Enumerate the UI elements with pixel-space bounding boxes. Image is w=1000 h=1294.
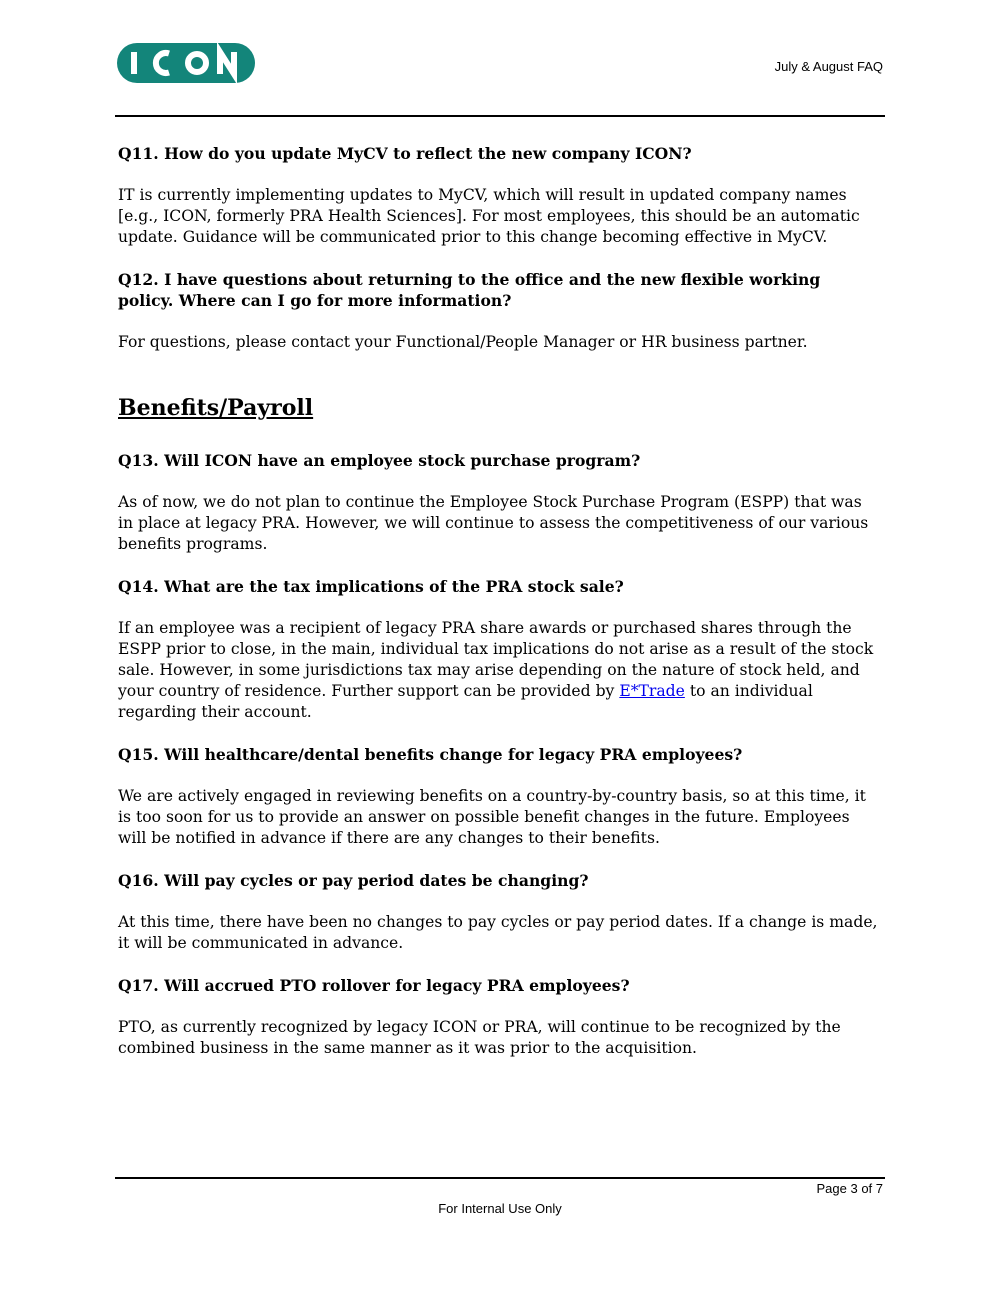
faq-question: Q13. Will ICON have an employee stock purchase program? xyxy=(118,451,641,470)
footer-note: For Internal Use Only xyxy=(438,1201,562,1216)
etrade-link[interactable]: E*Trade xyxy=(619,682,685,700)
answer-text: to an individual regarding their account. xyxy=(118,682,813,721)
icon-logo xyxy=(117,43,255,83)
faq-question: Q12. I have questions about returning to the office and the new flexible working policy. Where can I go for more information? xyxy=(118,270,821,310)
faq-answer: At this time, there have been no changes to pay cycles or pay period dates. If a change is made, it will be communicated in advance. xyxy=(118,913,878,952)
faq-answer: PTO, as currently recognized by legacy ICON or PRA, will continue to be recognized by the combined business in the same manner as it was prior to the acquisition. xyxy=(118,1018,841,1057)
header-divider xyxy=(115,115,885,117)
faq-answer xyxy=(118,618,878,723)
faq-question: Q11. How do you update MyCV to reflect the new company ICON? xyxy=(118,144,692,163)
header-title: July & August FAQ xyxy=(774,59,883,74)
footer-divider xyxy=(115,1177,885,1179)
answer-text: If an employee was a recipient of legacy PRA share awards or purchased shares through the ESPP prior to close, in the main, individual tax implications do not arise as a result of the stock sale. However, in some jurisdictions tax may arise depending on the nature of stock held, and your country of residence. Further support can be provided by xyxy=(118,619,874,700)
faq-question: Q14. What are the tax implications of the PRA stock sale? xyxy=(118,577,624,596)
section-heading: Benefits/Payroll xyxy=(118,395,314,421)
faq-content xyxy=(118,143,878,1080)
faq-question: Q16. Will pay cycles or pay period dates be changing? xyxy=(118,871,589,890)
faq-question: Q17. Will accrued PTO rollover for legacy PRA employees? xyxy=(118,976,630,995)
faq-answer: For questions, please contact your Functional/People Manager or HR business partner. xyxy=(118,333,808,351)
faq-question: Q15. Will healthcare/dental benefits change for legacy PRA employees? xyxy=(118,745,743,764)
faq-answer: As of now, we do not plan to continue the Employee Stock Purchase Program (ESPP) that was in place at legacy PRA. However, we will continue to assess the competitiveness of our various benefits programs. xyxy=(118,493,869,553)
faq-answer: We are actively engaged in reviewing benefits on a country-by-country basis, so at this time, it is too soon for us to provide an answer on possible benefit changes in the future. Employees will be notified in advance if there are any changes to their benefits. xyxy=(118,787,866,847)
page-number: Page 3 of 7 xyxy=(816,1181,883,1196)
faq-answer: IT is currently implementing updates to MyCV, which will result in updated company names [e.g., ICON, formerly PRA Health Sciences]. For most employees, this should be an automatic update. Guidance will be communicated prior to this change becoming effective in MyCV. xyxy=(118,186,860,246)
